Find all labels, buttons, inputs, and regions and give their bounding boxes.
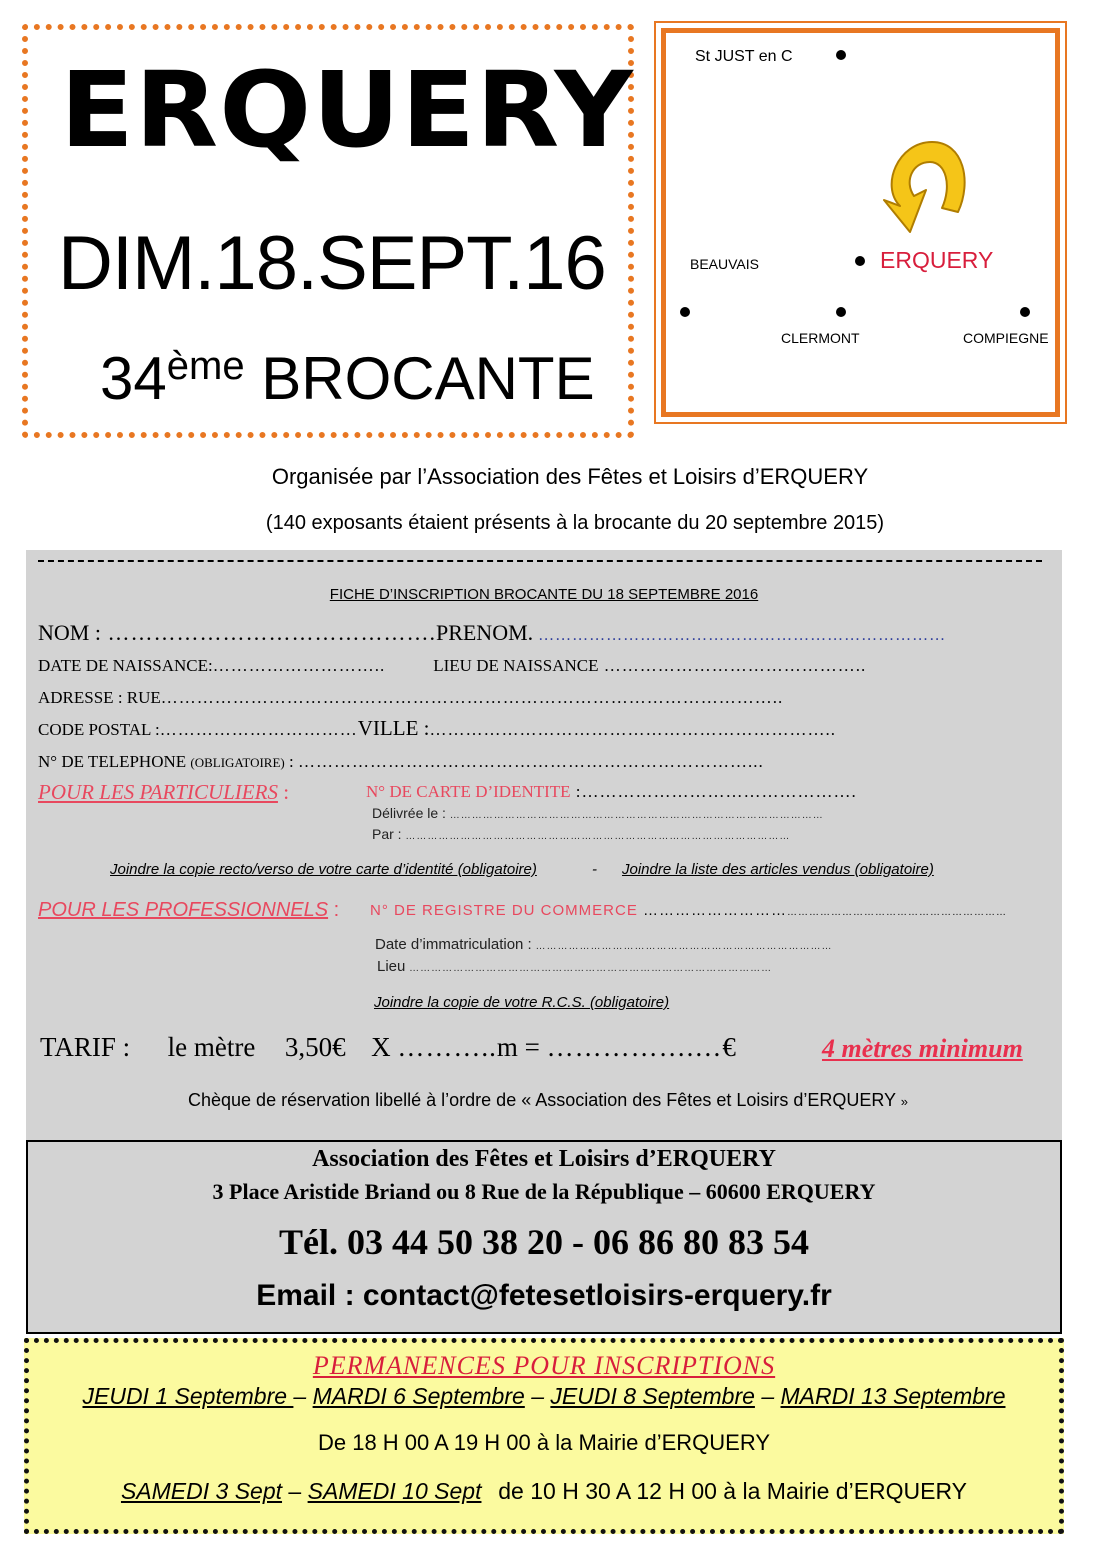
individuals-note-sep: - [592, 861, 597, 878]
event-date: DIM.18.SEPT.16 [58, 221, 606, 306]
map-dot-clermont [836, 307, 846, 317]
registration-date-label: Date d’immatriculation : [375, 936, 532, 953]
map-label-erquery: ERQUERY [880, 247, 994, 273]
weekday-date: JEUDI 1 Septembre [82, 1383, 294, 1409]
individuals-note-left: Joindre la copie recto/verso de votre carte d’identité (obligatoire) [110, 861, 537, 878]
saturday-date: SAMEDI 10 Sept [307, 1478, 482, 1504]
issued-by-row: Par : …………………………………………………………………………………………… [372, 826, 791, 842]
delivered-row: Délivrée le : ………………………………………………………………………………………… [372, 805, 824, 821]
contact-address: 3 Place Aristide Briand ou 8 Rue de la République – 60600 ERQUERY [212, 1179, 876, 1204]
issued-by-label: Par : [372, 826, 402, 842]
location-map [654, 21, 1067, 424]
edition-number: 34 [100, 345, 167, 412]
price-unit: le mètre [167, 1032, 256, 1062]
professionals-row: POUR LES PROFESSIONNELS : [38, 899, 340, 921]
minimum-length-note: 4 mètres minimum [822, 1034, 1023, 1063]
id-card-label: N° DE CARTE D’IDENTITE [366, 782, 571, 801]
birthdate-label: DATE DE NAISSANCE: [38, 656, 213, 675]
weekday-date: MARDI 13 Septembre [780, 1383, 1006, 1409]
price-times: X [371, 1032, 391, 1062]
cheque-suffix: » [900, 1094, 908, 1109]
price-label: TARIF : [40, 1032, 131, 1062]
nom-label: NOM : [38, 620, 101, 645]
date-separator: – [293, 1383, 307, 1409]
edition-title [100, 344, 595, 412]
form-title: FICHE D’INSCRIPTION BROCANTE DU 18 SEPTEMBRE 2016 [329, 586, 759, 603]
birthplace-label: LIEU DE NAISSANCE [433, 656, 599, 675]
individuals-row: POUR LES PARTICULIERS : [38, 780, 290, 804]
hours-title: PERMANENCES POUR INSCRIPTIONS [312, 1351, 776, 1380]
organizer-line: Organisée par l’Association des Fêtes et Loisirs d’ERQUERY [271, 464, 869, 489]
registration-hours-box [24, 1338, 1064, 1534]
map-label-st-just: St JUST en C [695, 48, 793, 65]
weekday-dates [29, 1383, 1059, 1410]
cut-line [38, 560, 1042, 562]
city-label: VILLE : [357, 716, 430, 740]
weekday-date: MARDI 6 Septembre [312, 1383, 525, 1409]
cheque-line [0, 1090, 1096, 1111]
map-label-compiegne: COMPIEGNE [963, 330, 1049, 346]
saturday-hours: de 10 H 30 A 12 H 00 à la Mairie d’ERQUERY [498, 1478, 968, 1504]
place-label: Lieu [377, 958, 406, 975]
delivered-label: Délivrée le : [372, 805, 446, 821]
edition-suffix: ème [166, 344, 245, 388]
contact-email[interactable]: Email : contact@fetesetloisirs-erquery.fr [256, 1279, 832, 1312]
previous-edition-line: (140 exposants étaient présents à la brocante du 20 septembre 2015) [265, 512, 885, 534]
price-row: TARIF : le mètre 3,50€ X ………..m = …………….…€ [40, 1032, 736, 1062]
trade-register-label: N° DE REGISTRE DU COMMERCE [370, 902, 638, 919]
price-equals: = [524, 1032, 540, 1062]
trade-register-row: N° DE REGISTRE DU COMMERCE …………………………………………………………………………… [370, 902, 1008, 919]
cheque-prefix: Chèque de réservation libellé à l’ordre de « [188, 1090, 532, 1110]
contact-box [26, 1140, 1062, 1334]
curved-arrow-icon [878, 136, 974, 236]
map-dot-beauvais [680, 307, 690, 317]
contact-phone: Tél. 03 44 50 38 20 - 06 86 80 83 54 [279, 1222, 809, 1262]
saturday-line [29, 1478, 1059, 1505]
cheque-payee: Association des Fêtes et Loisirs d’ERQUERY [535, 1090, 896, 1110]
professionals-heading: POUR LES PROFESSIONNELS [38, 899, 329, 921]
date-separator: – [288, 1478, 302, 1504]
weekday-date: JEUDI 8 Septembre [550, 1383, 755, 1409]
date-separator: – [531, 1383, 544, 1409]
date-separator: – [761, 1383, 775, 1409]
form-row-naissance: DATE DE NAISSANCE:……………………….. LIEU DE NAISSANCE …………………………………….. [38, 656, 867, 675]
phone-label: N° DE TELEPHONE [38, 752, 187, 771]
professionals-note: Joindre la copie de votre R.C.S. (obligatoire) [374, 994, 670, 1011]
form-row-ville: CODE POSTAL :……………………………VILLE :………………………………………………………….. [38, 716, 836, 740]
map-dot-erquery [855, 256, 865, 266]
registration-date-row: Date d’immatriculation : ……………………………………………………………………… [375, 936, 833, 953]
individuals-note-right: Joindre la liste des articles vendus (obligatoire) [622, 861, 934, 878]
price-euro: € [722, 1032, 736, 1062]
map-label-clermont: CLERMONT [781, 330, 860, 346]
price-per-meter: 3,50€ [284, 1032, 346, 1062]
place-row: Lieu ……………………………………………………………………………………… [377, 958, 773, 975]
form-row-nom: NOM : …………………………………….PRENOM. ……………………………………………………………… [38, 620, 947, 645]
phone-required-note: (OBLIGATOIRE) [190, 755, 285, 770]
map-dot-compiegne [1020, 307, 1030, 317]
town-title: ERQUERY [60, 49, 634, 171]
map-label-beauvais: BEAUVAIS [690, 256, 759, 272]
price-meters-unit: m [496, 1032, 518, 1062]
individuals-heading: POUR LES PARTICULIERS [38, 780, 278, 804]
postal-code-label: CODE POSTAL : [38, 720, 160, 739]
prenom-label: PRENOM. [435, 620, 534, 645]
weekday-hours: De 18 H 00 A 19 H 00 à la Mairie d’ERQUERY [317, 1430, 771, 1455]
id-card-row: N° DE CARTE D’IDENTITE :………………………………………. [366, 782, 857, 801]
form-row-telephone: N° DE TELEPHONE (OBLIGATOIRE) : …………………………………………………………………... [38, 752, 764, 771]
event-name: BROCANTE [261, 345, 595, 412]
form-row-adresse: ADRESSE : RUE………………………………………………………………………………………….. [38, 688, 784, 707]
saturday-date: SAMEDI 3 Sept [120, 1478, 283, 1504]
contact-org: Association des Fêtes et Loisirs d’ERQUERY [312, 1146, 776, 1172]
map-dot-st-just [836, 50, 846, 60]
address-label: ADRESSE : RUE [38, 688, 161, 707]
